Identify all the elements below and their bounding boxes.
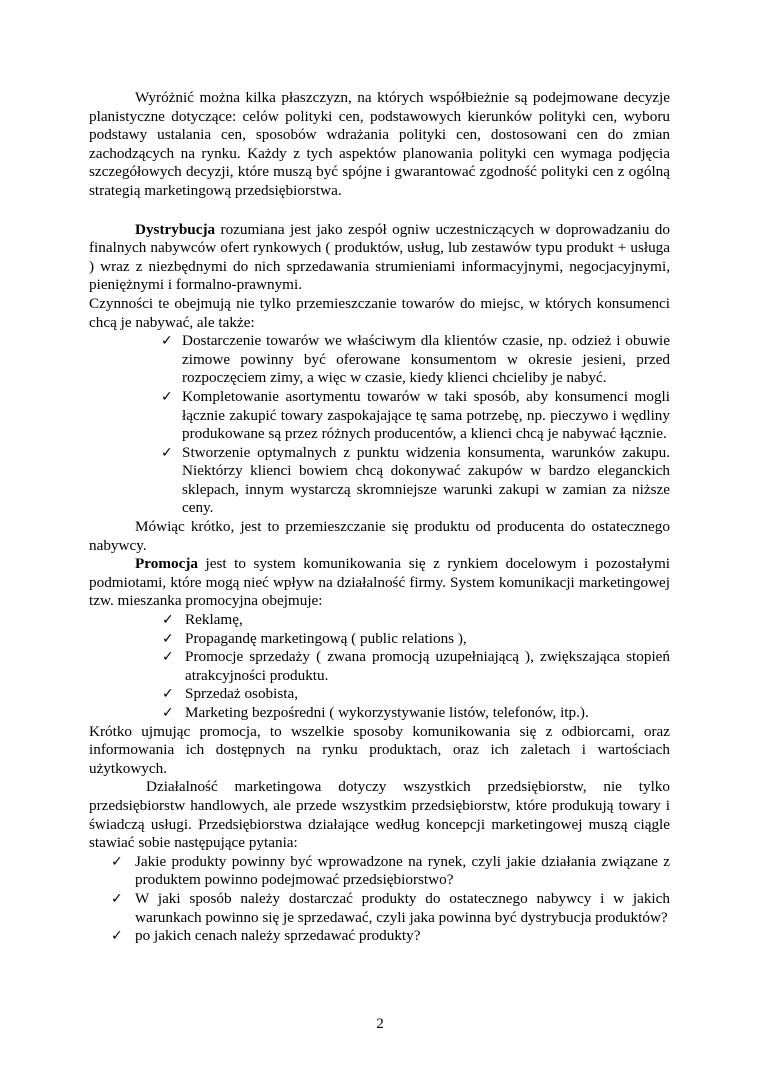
list-item: ✓ Stworzenie optymalnych z punktu widzenia konsumenta, warunków zakupu. Niektórzy klienci bowiem chcą dokonywać zakupów w bardzo eleganckich sklepach, innym wystarczą skromniejsze warunki zakupi w zamian za niższe ceny. [161,443,670,517]
checkmark-icon: ✓ [162,630,174,647]
list-item: ✓ Propagandę marketingową ( public relations ), [162,629,467,647]
list-item: ✓ Promocje sprzedaży ( zwana promocją uzupełniającą ), zwiększająca stopień atrakcyjności produktu. [162,648,670,684]
definition-dystrybucja: rozumiana jest jako zespół ogniw uczestniczących w doprowadzaniu do finalnych nabywców ofert rynkowych ( produktów, usług, lub zestawów typu produkt + usługa ) wraz z niezbędnymi do nich sprzedawania strumieniami informacyjnymi, negocjacyjnymi, pieniężnymi i formalno-prawnymi. [89,220,670,294]
paragraph-distribution-summary: Mówiąc krótko, jest to przemieszczanie się produktu od producenta do ostatecznego nabywcy. [89,518,670,554]
list-item: ✓ Jakie produkty powinny być wprowadzone na rynek, czyli jakie działania związane z produktem powinno podejmować przedsiębiorstwo? [111,852,670,889]
checkmark-icon: ✓ [111,928,123,945]
paragraph-distribution-definition [89,221,670,295]
checkmark-icon: ✓ [111,890,123,907]
paragraph-promotion-summary: Krótko ujmując promocja, to wszelkie sposoby komunikowania się z odbiorcami, oraz informowania ich dostępnych na rynku produktach, oraz ich zaletach i wartościach użytkowych. [89,722,670,777]
page-number: 2 [376,1015,384,1032]
document-body [89,89,670,946]
paragraph-promotion-definition [89,555,670,611]
definition-promocja: jest to system komunikowania się z rynkiem docelowym i pozostałymi podmiotami, które mogą nieć wpływ na działalność firmy. System komunikacji marketingowej tzw. mieszanka promocyjna obejmuje: [89,555,670,610]
questions-list [89,853,670,946]
list-item: ✓ W jaki sposób należy dostarczać produkty do ostatecznego nabywcy i w jakich warunkach powinno się je sprzedawać, czyli jaka powinna być dystrybucja produktów? [111,889,670,926]
term-promocja: Promocja [135,555,198,573]
checkmark-icon: ✓ [111,853,123,870]
list-item: ✓ Marketing bezpośredni ( wykorzystywanie listów, telefonów, itp.). [162,704,589,721]
paragraph-distribution-intro: Czynności te obejmują nie tylko przemieszczanie towarów do miejsc, w których konsumenci chcą je nabywać, ale także: [89,294,670,331]
checkmark-icon: ✓ [162,612,174,629]
checkmark-icon: ✓ [161,388,173,405]
paragraph-gap [89,201,670,221]
list-item: ✓ po jakich cenach należy sprzedawać produkty? [111,927,421,945]
paragraph-price-policy: Wyróżnić można kilka płaszczyzn, na których współbieżnie są podejmowane decyzje planistyczne dotyczące: celów polityki cen, podstawowych kierunków polityki cen, wyboru podstawy ustalania cen, sposobów wdrażania polityki cen, dostosowani cen do zmian zachodzących na rynku. Każdy z tych aspektów planowania polityki cen wymaga podjęcia szczegółowych decyzji, które muszą być spójne i gwarantować zgodność polityki cen z ogólną strategią marketingową przedsiębiorstwa. [89,89,670,199]
promotion-list [89,611,670,723]
list-item: ✓ Kompletowanie asortymentu towarów w taki sposób, aby konsumenci mogli łącznie zakupić towary zaspokajające tę sama potrzebę, np. pieczywo i wędliny produkowane są przez różnych producentów, a klienci chcą je nabywać łącznie. [161,387,670,443]
checkmark-icon: ✓ [162,649,174,666]
checkmark-icon: ✓ [161,444,173,461]
term-dystrybucja: Dystrybucja [135,220,216,238]
list-item: ✓ Sprzedaż osobista, [162,685,299,703]
checkmark-icon: ✓ [162,705,174,721]
paragraph-marketing: Działalność marketingowa dotyczy wszystkich przedsiębiorstw, nie tylko przedsiębiorstw handlowych, ale przede wszystkim przedsiębiorstw, które produkują towary i świadczą usługi. Przedsiębiorstwa działające według koncepcji marketingowej muszą ciągle stawiać sobie następujące pytania: [89,778,670,852]
list-item: ✓ Reklamę, [162,611,243,629]
distribution-list [89,332,670,518]
checkmark-icon: ✓ [161,333,173,350]
list-item: ✓ Dostarczenie towarów we właściwym dla klientów czasie, np. odzież i obuwie zimowe powinny być oferowane konsumentom w okresie jesieni, przed rozpoczęciem zimy, a więc w czasie, kiedy klienci chcieliby je nabyć. [161,332,670,387]
checkmark-icon: ✓ [162,686,174,703]
